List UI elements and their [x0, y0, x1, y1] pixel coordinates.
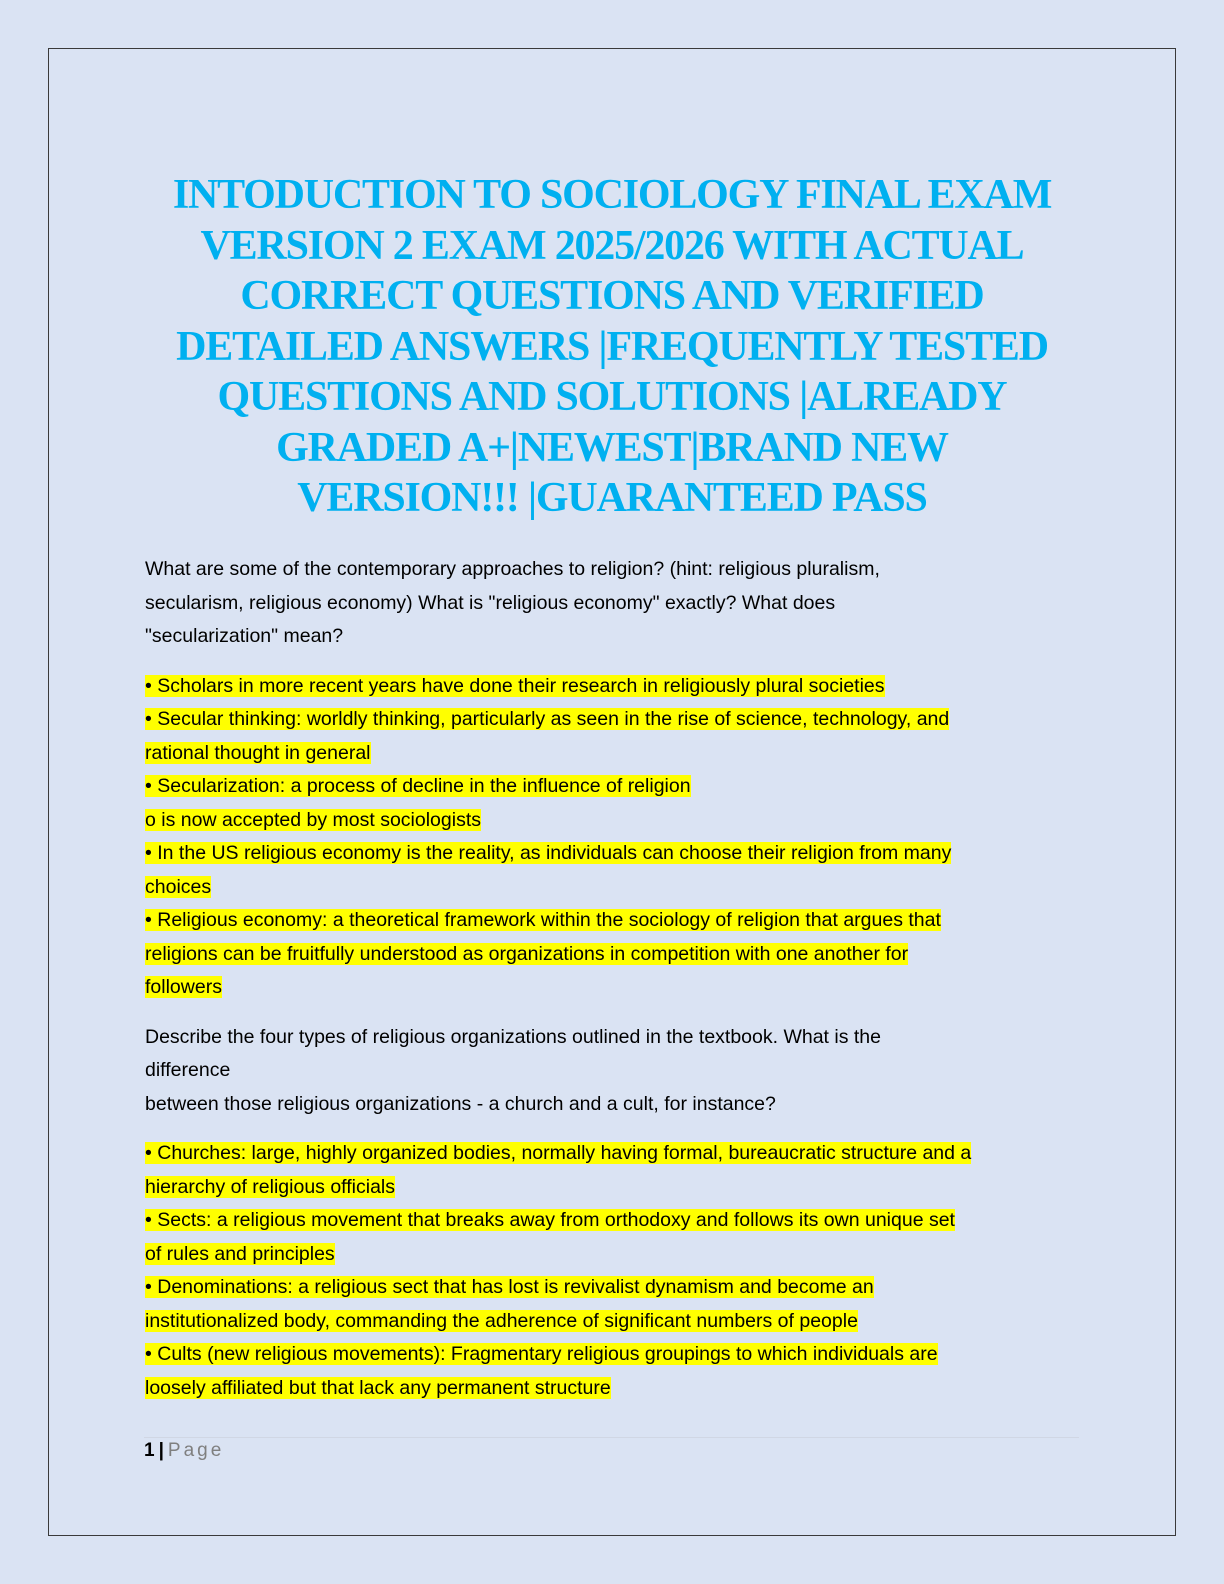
answer-line: • Scholars in more recent years have done their research in religiously plural societies [145, 674, 885, 697]
document-title [120, 170, 1104, 524]
title-line: QUESTIONS AND SOLUTIONS |ALREADY [217, 374, 1007, 420]
page-footer [144, 1440, 224, 1462]
answer-line: institutionalized body, commanding the adherence of significant numbers of people [145, 1309, 858, 1332]
question-line: What are some of the contemporary approaches to religion? (hint: religious pluralism, [145, 558, 880, 580]
title-line: GRADED A+|NEWEST|BRAND NEW [276, 424, 948, 471]
answer-line: of rules and principles [145, 1242, 335, 1265]
page-label: Page [167, 1440, 225, 1461]
question-line: secularism, religious economy) What is "religious economy" exactly? What does [145, 591, 836, 614]
answer-line: • Cults (new religious movements): Fragmentary religious groupings to which individuals are [145, 1343, 938, 1365]
question-line: difference [145, 1059, 231, 1081]
answer-line: • Denominations: a religious sect that has lost is revivalist dynamism and become an [145, 1276, 874, 1298]
answer-line: • Secularization: a process of decline in the influence of religion [145, 775, 691, 797]
answer-line: hierarchy of religious officials [145, 1175, 396, 1198]
question-1 [145, 553, 1085, 654]
answer-line: • In the US religious economy is the reality, as individuals can choose their religion from many [145, 842, 952, 864]
document-body [145, 553, 1085, 1421]
title-line: VERSION!!! |GUARANTEED PASS [297, 475, 927, 521]
answer-line: loosely affiliated but that lack any permanent structure [145, 1376, 611, 1399]
answer-line: • Sects: a religious movement that breaks away from orthodoxy and follows its own unique set [145, 1209, 955, 1231]
answer-line: rational thought in general [145, 741, 371, 764]
answer-line: choices [145, 875, 212, 898]
question-2 [145, 1021, 1085, 1122]
answer-line: • Churches: large, highly organized bodies, normally having formal, bureaucratic structure and a [145, 1142, 972, 1164]
answer-line: religions can be fruitfully understood as organizations in competition with one another for [145, 942, 909, 965]
answer-1 [145, 670, 1085, 1005]
answer-line: followers [145, 976, 222, 998]
title-line: CORRECT QUESTIONS AND VERIFIED [240, 273, 984, 319]
page-number: 1 [144, 1440, 155, 1461]
title-line: VERSION 2 EXAM 2025/2026 WITH ACTUAL [200, 222, 1024, 269]
question-line: between those religious organizations - a church and a cult, for instance? [145, 1092, 776, 1115]
answer-line: o is now accepted by most sociologists [145, 808, 481, 831]
answer-2 [145, 1137, 1085, 1405]
title-line: INTODUCTION TO SOCIOLOGY FINAL EXAM [172, 172, 1052, 218]
footer-separator: | [158, 1440, 164, 1461]
footer-rule [144, 1437, 1079, 1438]
answer-line: • Religious economy: a theoretical framework within the sociology of religion that argues that [145, 909, 941, 931]
answer-line: • Secular thinking: worldly thinking, particularly as seen in the rise of science, technology, and [145, 708, 950, 730]
question-line: Describe the four types of religious organizations outlined in the textbook. What is the [145, 1025, 881, 1048]
title-line: DETAILED ANSWERS |FREQUENTLY TESTED [176, 323, 1048, 370]
question-line: "secularization" mean? [145, 625, 344, 647]
